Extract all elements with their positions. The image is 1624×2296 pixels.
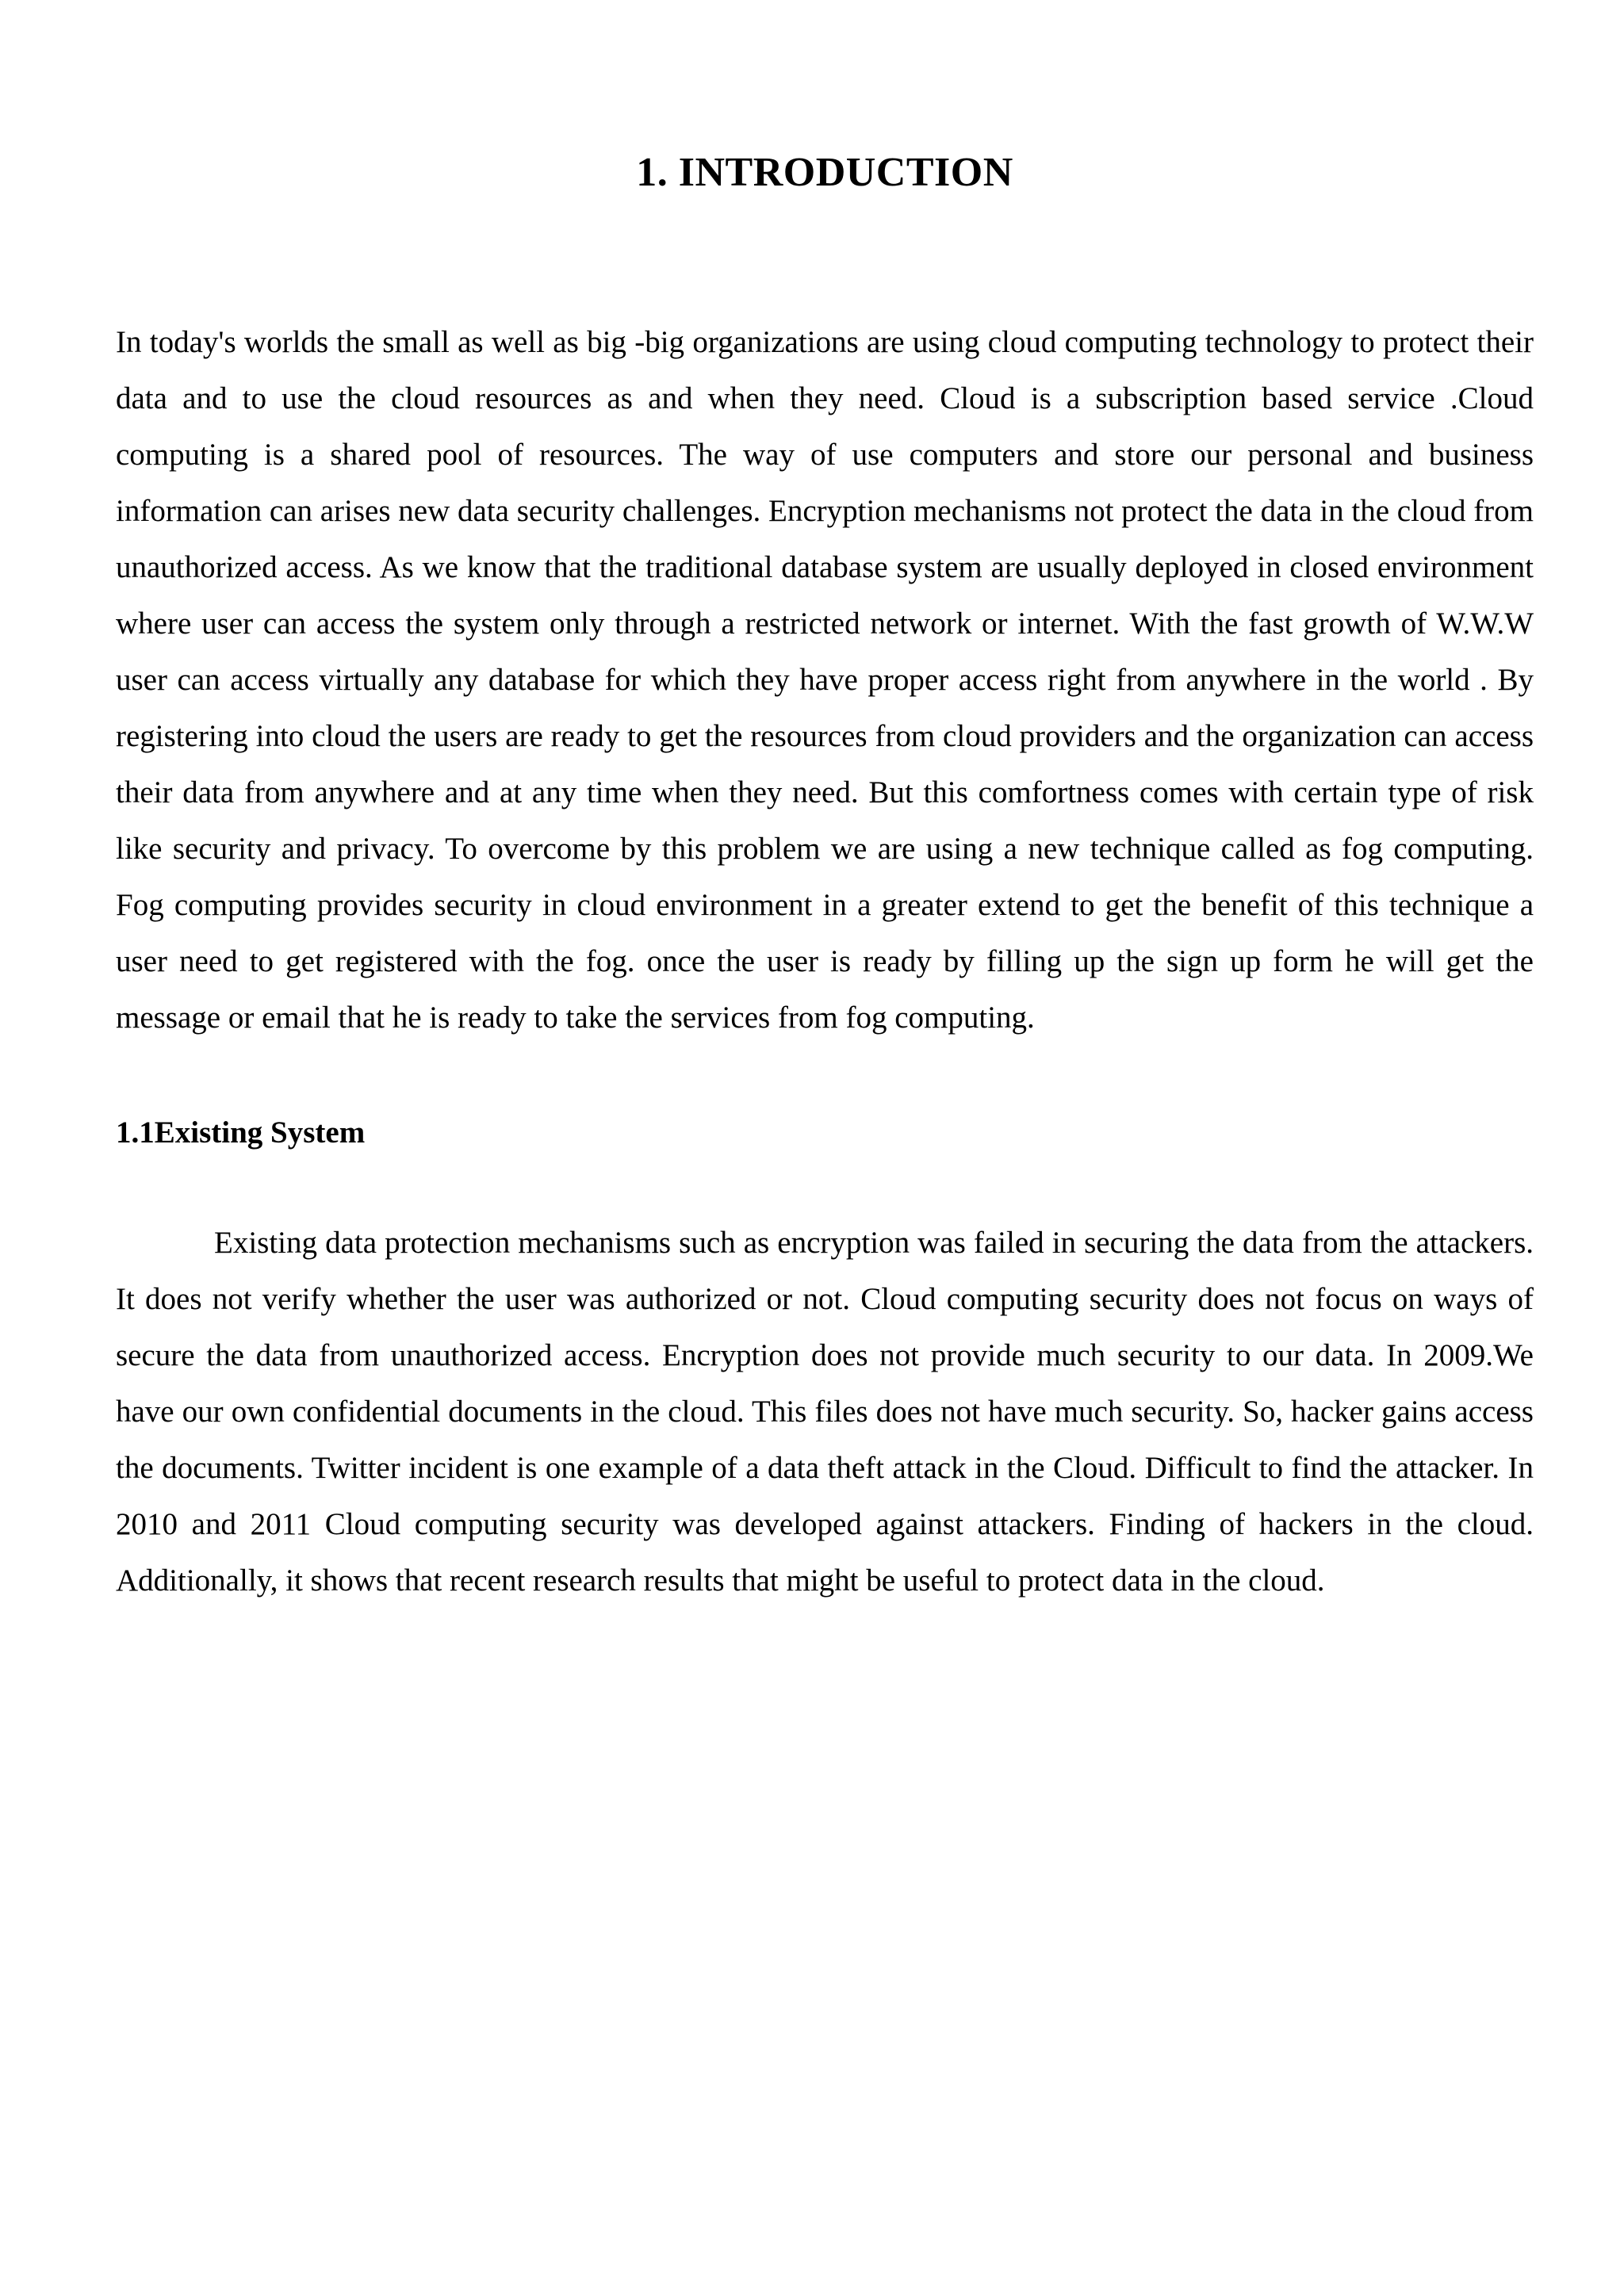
existing-system-paragraph: Existing data protection mechanisms such as encryption was failed in securing the data from the attackers. It does not verify whether the user was authorized or not. Cloud computing security does not focus on ways of secure the data from unauthorized access. Encryption does not provide much security to our data. In 2009.We have our own confidential documents in the cloud. This files does not have much security. So, hacker gains access the documents. Twitter incident is one example of a data theft attack in the Cloud. Difficult to find the attacker. In 2010 and 2011 Cloud computing security was developed against attackers. Finding of hackers in the cloud. Additionally, it shows that recent research results that might be useful to protect data in the cloud. <box>116 1226 1534 1598</box>
chapter-title: 1. INTRODUCTION <box>636 150 1013 195</box>
document-content <box>116 135 1534 1609</box>
section-heading-existing-system: 1.1Existing System <box>116 1115 366 1150</box>
introduction-paragraph: In today's worlds the small as well as big -big organizations are using cloud computing technology to protect their data and to use the cloud resources as and when they need. Cloud is a subscription based service .Cloud computing is a shared pool of resources. The way of use computers and store our personal and business information can arises new data security challenges. Encryption mechanisms not protect the data in the cloud from unauthorized access. As we know that the traditional database system are usually deployed in closed environment where user can access the system only through a restricted network or internet. With the fast growth of W.W.W user can access virtually any database for which they have proper access right from anywhere in the world . By registering into cloud the users are ready to get the resources from cloud providers and the organization can access their data from anywhere and at any time when they need. But this comfortness comes with certain type of risk like security and privacy. To overcome by this problem we are using a new technique called as fog computing. Fog computing provides security in cloud environment in a greater extend to get the benefit of this technique a user need to get registered with the fog. once the user is ready by filling up the sign up form he will get the message or email that he is ready to take the services from fog computing. <box>116 325 1534 1035</box>
